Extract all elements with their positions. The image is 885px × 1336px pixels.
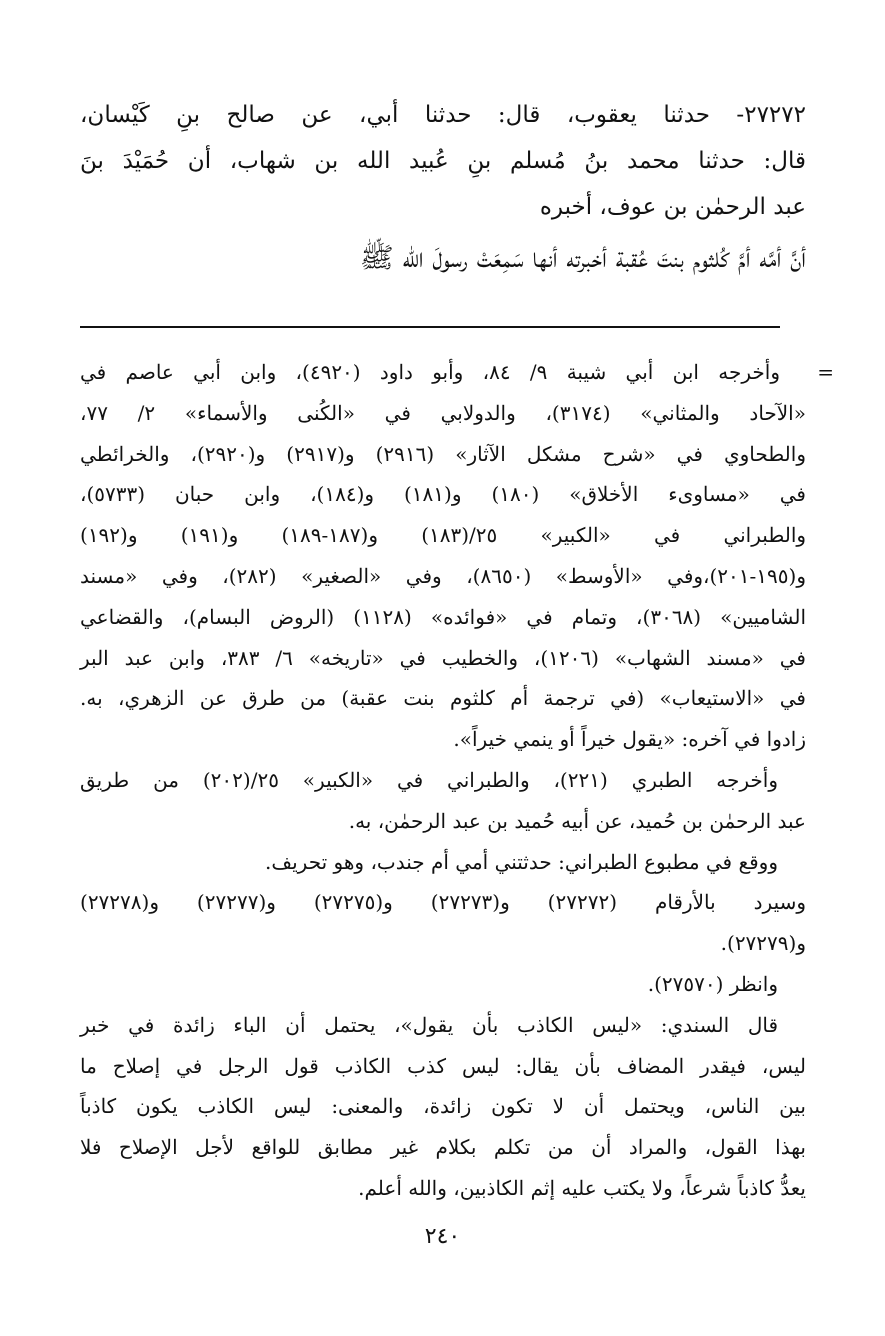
- hadith-text: أنَّ أمَّه أمَّ كُلثوم بنتَ عُقبة أخبرته أنها سَمِعَتْ رسولَ الله ﷺ: [359, 241, 806, 274]
- footnote-line: والطحاوي في «شرح مشكل الآثار» (٢٩١٦) و(٢٩١٧) و(٢٩٢٠)، والخرائطي: [80, 441, 806, 466]
- footnote-line: ليس، فيقدر المضاف بأن يقال: ليس كذب الكاذب قول الرجل في إصلاح ما: [80, 1053, 806, 1078]
- footnote-line: وسيرد بالأرقام (٢٧٢٧٢) و(٢٧٢٧٣) و(٢٧٢٧٥) و(٢٧٢٧٧) و(٢٧٢٧٨): [80, 890, 807, 915]
- footnote-line: بهذا القول، والمراد أن من تكلم بكلام غير مطابق للواقع لأجل الإصلاح فلا: [80, 1135, 806, 1160]
- footnote-line: يعدُّ كاذباً شرعاً، ولا يكتب عليه إثم الكاذبين، والله أعلم.: [358, 1175, 806, 1200]
- footnote-line: في «مساوىء الأخلاق» (١٨٠) و(١٨١) و(١٨٤)، وابن حبان (٥٧٣٣)،: [80, 482, 806, 507]
- footnote-line: في «الاستيعاب» (في ترجمة أم كلثوم بنت عقبة) من طرق عن الزهري، به.: [80, 686, 806, 711]
- page-number: ٢٤٠: [424, 1224, 461, 1249]
- main-line: قال: حدثنا محمد بنُ مُسلم بنِ عُبيد الله بن شهاب، أن حُمَيْدَ بنَ: [80, 148, 806, 174]
- footnote-line: وأخرجه الطبري (٢٢١)، والطبراني في «الكبير» ٢٥/(٢٠٢) من طريق: [80, 767, 778, 792]
- footnote-line: و(٢٧٢٧٩).: [720, 931, 806, 956]
- footnote-line: زادوا في آخره: «يقول خيراً أو ينمي خيراً».: [453, 727, 806, 752]
- main-text: [80, 92, 806, 284]
- separator-line: [528, 326, 780, 328]
- footnote-line: بين الناس، ويحتمل أن لا تكون زائدة، والمعنى: ليس الكاذب يكون كاذباً: [80, 1094, 806, 1119]
- footnote-line: في «مسند الشهاب» (١٢٠٦)، والخطيب في «تاريخه» ٦/ ٣٨٣، وابن عبد البر: [80, 645, 806, 670]
- footnote-separator: [80, 326, 780, 328]
- footnote-line: ووقع في مطبوع الطبراني: حدثتني أمي أم جندب، وهو تحريف.: [265, 849, 778, 874]
- main-line: عبد الرحمٰن بن عوف، أخبره: [539, 194, 806, 220]
- footnote-line: و(١٩٥-٢٠١)،وفي «الأوسط» (٨٦٥٠)، وفي «الصغير» (٢٨٢)، وفي «مسند: [80, 563, 806, 588]
- main-line: ٢٧٢٧٢- حدثنا يعقوب، قال: حدثنا أبي، عن صالح بنِ كَيْسان،: [80, 102, 806, 128]
- footnote-line: قال السندي: «ليس الكاذب بأن يقول»، يحتمل أن الباء زائدة في خبر: [80, 1012, 778, 1037]
- footnote-line: عبد الرحمٰن بن حُميد، عن أبيه حُميد بن عبد الرحمٰن، به.: [348, 808, 806, 833]
- footnote-line: الشاميين» (٣٠٦٨)، وتمام في «فوائده» (١١٢٨) (الروض البسام)، والقضاعي: [80, 604, 806, 629]
- footnote-line: والطبراني في «الكبير» ٢٥/(١٨٣) و(١٨٧-١٨٩) و(١٩١) و(١٩٢): [80, 523, 807, 548]
- footnote-line: وأخرجه ابن أبي شيبة ٩/ ٨٤، وأبو داود (٤٩٢٠)، وابن أبي عاصم في: [80, 360, 780, 384]
- continuation-mark: =: [817, 360, 834, 384]
- footnote-line: وانظر (٢٧٥٧٠).: [647, 971, 778, 996]
- footnotes: [80, 352, 834, 1209]
- footnote-line: «الآحاد والمثاني» (٣١٧٤)، والدولابي في «الكُنى والأسماء» ٢/ ٧٧،: [80, 400, 806, 425]
